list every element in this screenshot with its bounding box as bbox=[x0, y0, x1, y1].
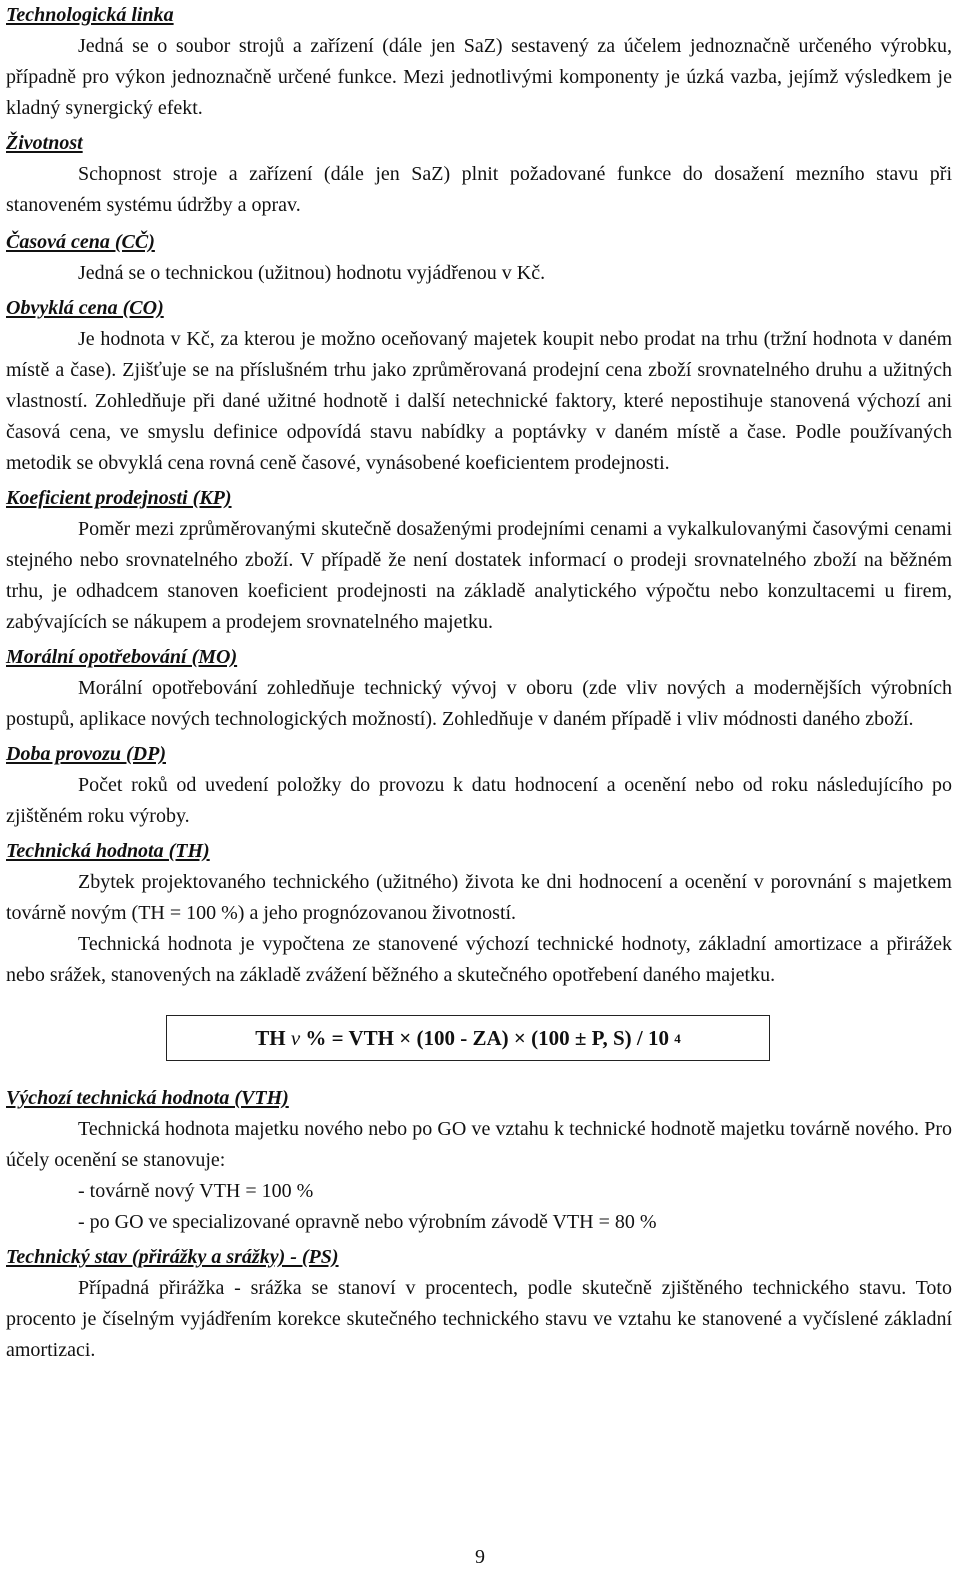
section-zivotnost bbox=[6, 128, 952, 221]
formula-exponent: 4 bbox=[674, 1030, 681, 1046]
text-casova-cena: Jedná se o technickou (užitnou) hodnotu vyjádřenou v Kč. bbox=[78, 262, 546, 284]
text-technicky-stav: Případná přirážka - srážka se stanoví v procentech, podle skutečně zjištěného technického stavu. Toto procento je číselným vyjádřením korekce skutečného technického stavu ve vztahu ke stanovené a vyčíslené základní amortizaci. bbox=[6, 1277, 952, 1361]
text-doba-provozu: Počet roků od uvedení položky do provozu k datu hodnocení a ocenění nebo od roku následujícího po zjištěném roku výroby. bbox=[6, 774, 952, 827]
section-doba-provozu bbox=[6, 739, 952, 832]
heading-koeficient-prodejnosti: Koeficient prodejnosti (KP) bbox=[6, 487, 232, 509]
text-technicka-hodnota-1: Zbytek projektovaného technického (užitného) života ke dni hodnocení a ocenění v porovnání s majetkem továrně novým (TH = 100 %) a jeho prognózovanou životností. bbox=[6, 871, 952, 924]
section-koeficient-prodejnosti bbox=[6, 483, 952, 638]
page-number: 9 bbox=[475, 1546, 485, 1568]
heading-technologicka-linka: Technologická linka bbox=[6, 4, 174, 26]
heading-vychozi-technicka-hodnota: Výchozí technická hodnota (VTH) bbox=[6, 1087, 289, 1109]
formula-v: v bbox=[290, 1025, 301, 1050]
heading-obvykla-cena: Obvyklá cena (CO) bbox=[6, 297, 164, 319]
heading-zivotnost: Životnost bbox=[6, 132, 83, 154]
list-item-po-go: - po GO ve specializované opravně nebo výrobním závodě VTH = 80 % bbox=[78, 1211, 657, 1233]
section-vychozi-technicka-hodnota bbox=[6, 1083, 952, 1238]
text-koeficient-prodejnosti: Poměr mezi zprůměrovanými skutečně dosaženými prodejními cenami a vykalkulovanými časovými cenami stejného nebo srovnatelného zboží. V případě že není dostatek informací o prodeji srovnatelného zboží na běžném trhu, je odhadcem stanoven koeficient prodejnosti na základě analytického výpočtu nebo konzultacemi u firem, zabývajících se nákupem a prodejem srovnatelného majetku. bbox=[6, 518, 952, 633]
section-casova-cena bbox=[6, 227, 952, 289]
formula-rest: % = VTH × (100 - ZA) × (100 ± P, S) / 10 bbox=[305, 1025, 670, 1050]
heading-technicky-stav: Technický stav (přirážky a srážky) - (PS) bbox=[6, 1246, 339, 1268]
formula-left: TH bbox=[255, 1025, 286, 1050]
section-technologicka-linka bbox=[6, 0, 952, 124]
text-technicka-hodnota-2: Technická hodnota je vypočtena ze stanovené výchozí technické hodnoty, základní amortizace a přirážek nebo srážek, stanovených na základě zvážení běžného a skutečného opotřebení daného majetku. bbox=[6, 933, 952, 986]
heading-technicka-hodnota: Technická hodnota (TH) bbox=[6, 840, 210, 862]
section-technicky-stav bbox=[6, 1242, 952, 1366]
text-obvykla-cena: Je hodnota v Kč, za kterou je možno oceňovaný majetek koupit nebo prodat na trhu (tržní hodnota v daném místě a čase). Zjišťuje se na příslušném trhu jako zprůměrovaná prodejní cena zboží srovnatelného druhu a užitných vlastností. Zohledňuje při dané užitné hodnotě i další netechnické faktory, které nepostihuje stanovená výchozí ani časová cena, ve smyslu definice odpovídá stavu nabídky a poptávky v daném místě a čase. Podle používaných metodik se obvyklá cena rovná ceně časové, vynásobené koeficientem prodejnosti. bbox=[6, 328, 952, 474]
text-vychozi-technicka-hodnota: Technická hodnota majetku nového nebo po GO ve vztahu k technické hodnotě majetku továrně nového. Pro účely ocenění se stanovuje: bbox=[6, 1118, 952, 1171]
document-page bbox=[6, 0, 952, 1366]
list-item-tovarne-novy: - továrně nový VTH = 100 % bbox=[78, 1180, 314, 1202]
section-obvykla-cena bbox=[6, 293, 952, 479]
text-moralni-opotrebovani: Morální opotřebování zohledňuje technický vývoj v oboru (zde vliv nových a modernějších výrobních postupů, aplikace nových technologických možností). Zohledňuje v daném případě i vliv módnosti daného zboží. bbox=[6, 677, 952, 730]
heading-moralni-opotrebovani: Morální opotřebování (MO) bbox=[6, 646, 238, 668]
section-technicka-hodnota bbox=[6, 836, 952, 991]
section-moralni-opotrebovani bbox=[6, 642, 952, 735]
heading-casova-cena: Časová cena (CČ) bbox=[6, 231, 155, 253]
heading-doba-provozu: Doba provozu (DP) bbox=[6, 743, 166, 765]
text-zivotnost: Schopnost stroje a zařízení (dále jen SaZ) plnit požadované funkce do dosažení mezního stavu při stanoveném systému údržby a oprav. bbox=[6, 163, 952, 216]
formula-box bbox=[166, 1015, 770, 1061]
text-technologicka-linka: Jedná se o soubor strojů a zařízení (dále jen SaZ) sestavený za účelem jednoznačně určeného výrobku, případně pro výkon jednoznačně určené funkce. Mezi jednotlivými komponenty je úzká vazba, jejímž výsledkem je kladný synergický efekt. bbox=[6, 35, 952, 119]
